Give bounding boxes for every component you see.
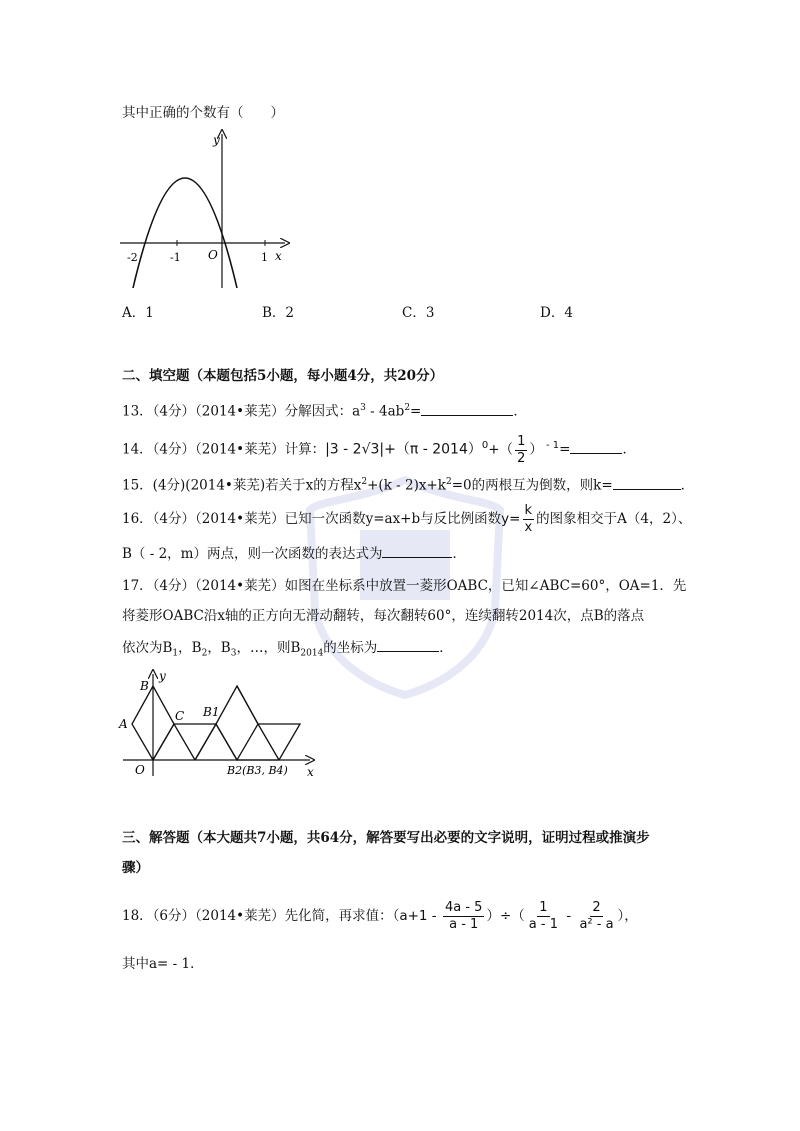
rolled-rhombus-2 [174, 724, 216, 760]
q13: 13．（4分）（2014•莱芜）分解因式：$a^3 - 4ab^2=$ ． [122, 398, 527, 422]
q15: 15．(4分)(2014•莱芜)若关于x的方程$x^2+(k - 2)x+k^2=0$的两根互为倒数，则k= ． [122, 472, 694, 496]
label-b2-b3-b4: B2(B3, B4) [227, 764, 288, 777]
label-c: C [175, 709, 185, 723]
answer-blank[interactable] [421, 401, 513, 416]
q17-line2: 将菱形OABC沿x轴的正方向无滑动翻转，每次翻转60°，连续翻转2014次，点B的落点 [122, 608, 645, 624]
q18-line1: 18．（6分）（2014•莱芜）先化简，再求值：（a+1 - $\frac{4a - 5}{a - 1}$ ）÷（ $\frac{1}{a - 1}$ - $\frac{2}{\text{a² - a}}$ ）， [122, 900, 638, 932]
option-d: D．4 [540, 305, 573, 321]
option-c: C．3 [402, 305, 435, 321]
label-b: B [140, 679, 149, 693]
tick-label-1: 1 [261, 251, 268, 264]
section2-heading: 二、填空题（本题包括5小题，每小题4分，共20分） [122, 368, 444, 384]
parabola-curve [133, 178, 237, 288]
option-a: A．1 [122, 305, 154, 321]
origin-label: O [208, 248, 218, 262]
answer-blank[interactable] [382, 543, 452, 558]
rhombus-graph [115, 668, 325, 783]
x-axis-label: x [275, 249, 282, 263]
label-o: O [135, 763, 145, 777]
answer-blank[interactable] [570, 439, 622, 454]
answer-blank[interactable] [613, 475, 681, 490]
q17-line1: 17．（4分）（2014•莱芜）如图在坐标系中放置一菱形OABC，已知∠ABC=60°，OA=1．先 [122, 578, 687, 594]
q18-line2: 其中a= - 1． [122, 956, 204, 972]
tick-label-minus1: -1 [170, 251, 181, 264]
section3-heading-line1: 三、解答题（本大题共7小题，共64分，解答要写出必要的文字说明，证明过程或推演步 [122, 830, 650, 846]
label-a: A [119, 717, 128, 731]
rolled-rhombus-1 [153, 724, 195, 760]
parabola-graph [115, 128, 295, 300]
rolled-rhombus-3 [195, 724, 237, 760]
q16-line1: 16．（4分）（2014•莱芜）已知一次函数y=ax+b与反比例函数y= $\frac{k}{x}$ 的图象相交于A（4，2）、 [122, 503, 692, 535]
y-axis-label: y [213, 133, 220, 147]
tick-label-minus2: -2 [127, 251, 138, 264]
label-y: y [159, 669, 166, 683]
rolled-rhombus-4 [216, 686, 258, 760]
q12-question-tail: 其中正确的个数有（ ） [122, 105, 284, 121]
q14: 14．（4分）（2014•莱芜）计算：|3 - 2√3|+（π - 2014）$^0$+（ $\frac{1}{2}$ ） $^{- 1}$= ． [122, 433, 636, 466]
answer-blank[interactable] [377, 637, 439, 652]
label-b1: B1 [203, 705, 220, 719]
option-b: B．2 [262, 305, 295, 321]
q17-line3: 依次为$B_1$，$B_2$，$B_3$，…，则$B_{2014}$的坐标为 ． [122, 637, 453, 664]
q16-line2: B（ - 2，m）两点，则一次函数的表达式为 ． [122, 543, 466, 564]
label-x: x [307, 765, 314, 779]
rolled-rhombus-5 [237, 686, 300, 760]
section3-heading-line2: 骤） [122, 860, 149, 876]
